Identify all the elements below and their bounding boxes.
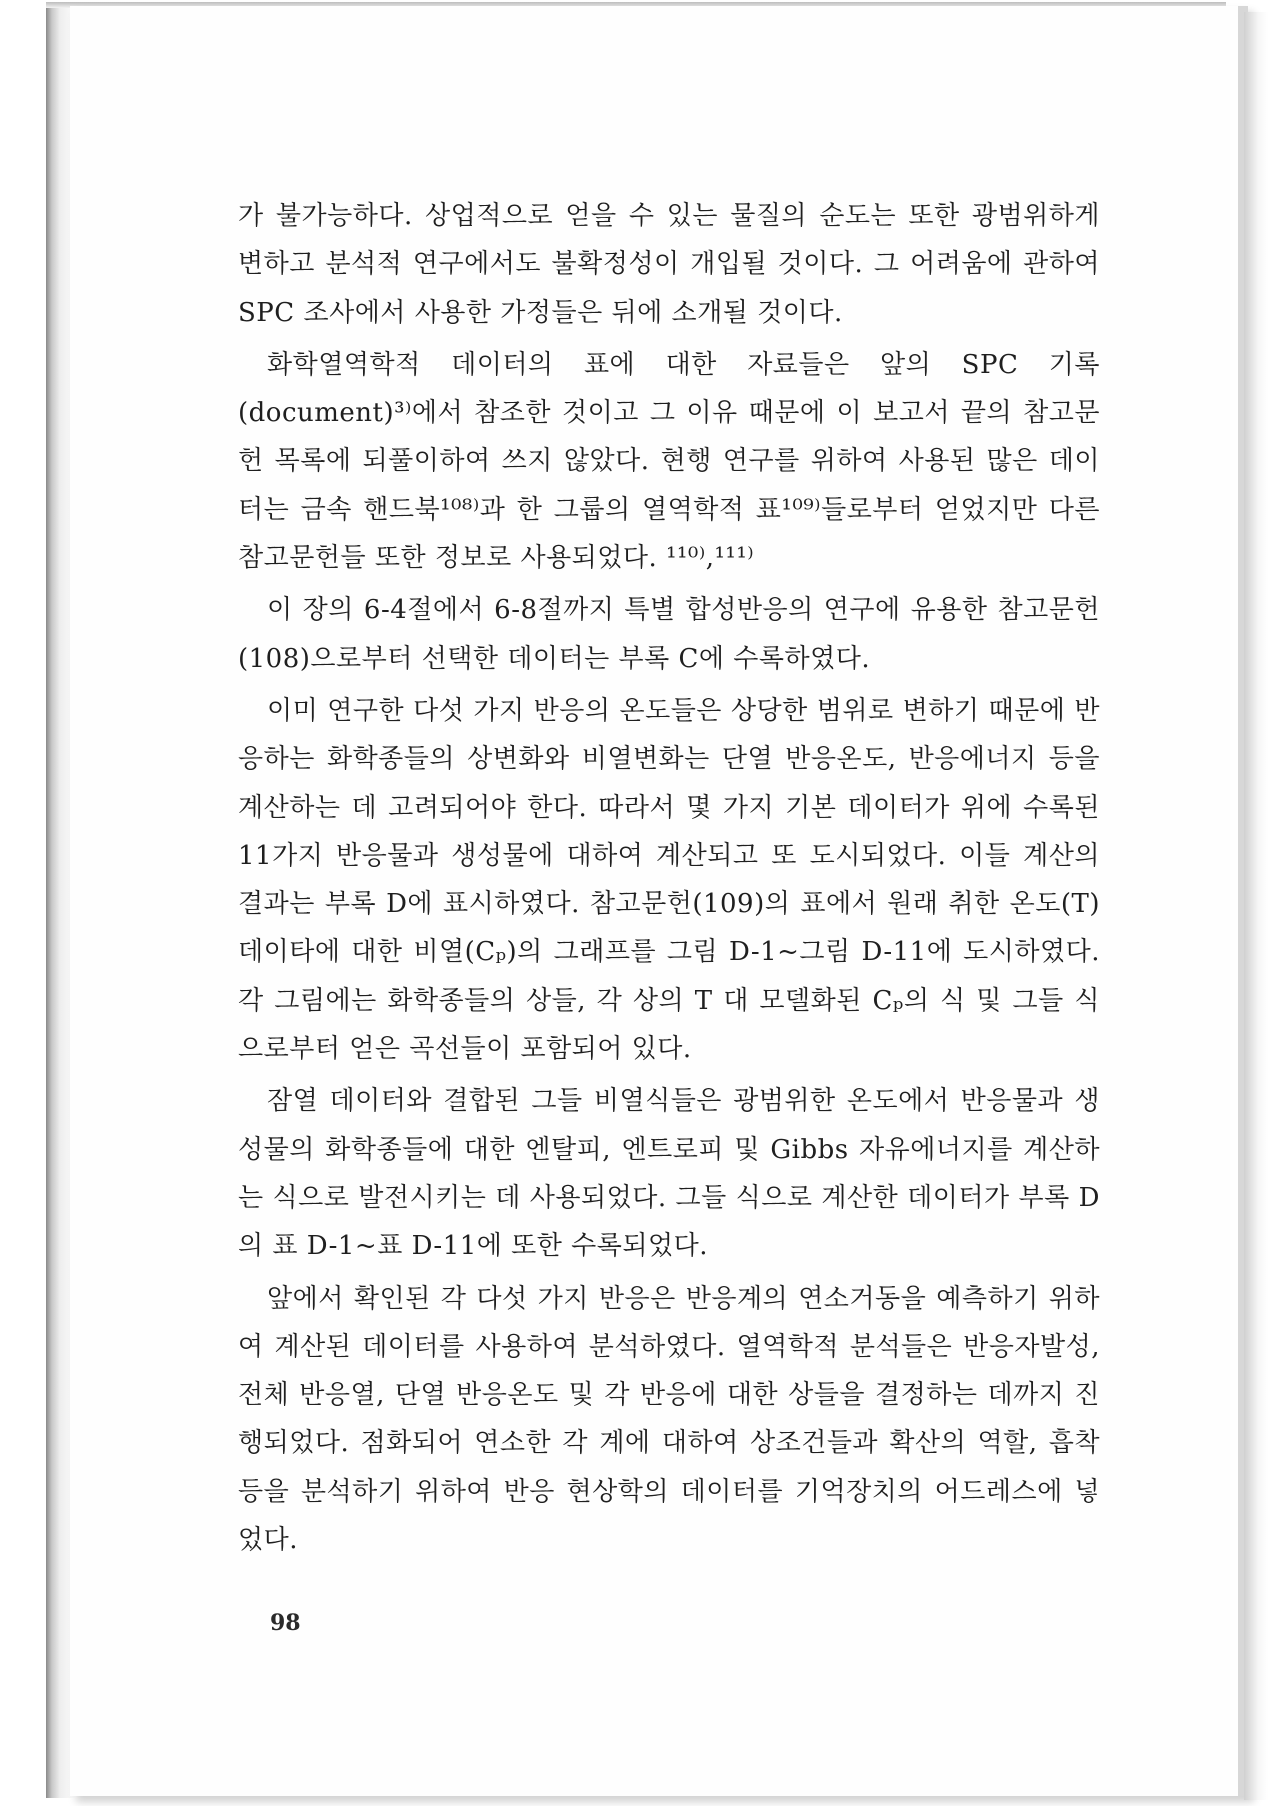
body-text — [238, 192, 1100, 1568]
paragraph-6: 앞에서 확인된 각 다섯 가지 반응은 반응계의 연소거동을 예측하기 위하여 계산된 데이터를 사용하여 분석하였다. 열역학적 분석들은 반응자발성, 전체 반응열, 단열 반응온도 및 각 반응에 대한 상들을 결정하는 데까지 진행되었다. 점화되어 연소한 각 계에 대하여 상조건들과 확산의 역할, 흡착 등을 분석하기 위하여 반응 현상학의 데이터를 기억장치의 어드레스에 넣었다. — [238, 1283, 1100, 1556]
paragraph-3: 이 장의 6-4절에서 6-8절까지 특별 합성반응의 연구에 유용한 참고문헌(108)으로부터 선택한 데이터는 부록 C에 수록하였다. — [238, 595, 1100, 674]
paragraph-1: 가 불가능하다. 상업적으로 얻을 수 있는 물질의 순도는 또한 광범위하게 변하고 분석적 연구에서도 불확정성이 개입될 것이다. 그 어려움에 관하여 SPC 조사에서 사용한 가정들은 뒤에 소개될 것이다. — [238, 201, 1100, 328]
paragraph-2: 화학열역학적 데이터의 표에 대한 자료들은 앞의 SPC 기록(document)³⁾에서 참조한 것이고 그 이유 때문에 이 보고서 끝의 참고문헌 목록에 되풀이하여 쓰지 않았다. 현행 연구를 위하여 사용된 많은 데이터는 금속 핸드북¹⁰⁸⁾과 한 그룹의 열역학적 표¹⁰⁹⁾들로부터 얻었지만 다른 참고문헌들 또한 정보로 사용되었다. ¹¹⁰⁾,¹¹¹⁾ — [238, 349, 1100, 574]
paragraph-4: 이미 연구한 다섯 가지 반응의 온도들은 상당한 범위로 변하기 때문에 반응하는 화학종들의 상변화와 비열변화는 단열 반응온도, 반응에너지 등을 계산하는 데 고려되어야 한다. 따라서 몇 가지 기본 데이터가 위에 수록된 11가지 반응물과 생성물에 대하여 계산되고 또 도시되었다. 이들 계산의 결과는 부록 D에 표시하였다. 참고문헌(109)의 표에서 원래 취한 온도(T) 데이타에 대한 비열(Cₚ)의 그래프를 그림 D-1~그림 D-11에 도시하였다. 각 그림에는 화학종들의 상들, 각 상의 T 대 모델화된 Cₚ의 식 및 그들 식으로부터 얻은 곡선들이 포함되어 있다. — [238, 695, 1100, 1065]
paragraph-5: 잠열 데이터와 결합된 그들 비열식들은 광범위한 온도에서 반응물과 생성물의 화학종들에 대한 엔탈피, 엔트로피 및 Gibbs 자유에너지를 계산하는 식으로 발전시키는 데 사용되었다. 그들 식으로 계산한 데이터가 부록 D의 표 D-1~표 D-11에 또한 수록되었다. — [238, 1086, 1100, 1262]
page-number: 98 — [270, 1610, 301, 1636]
page-right-shadow — [1244, 12, 1268, 1800]
